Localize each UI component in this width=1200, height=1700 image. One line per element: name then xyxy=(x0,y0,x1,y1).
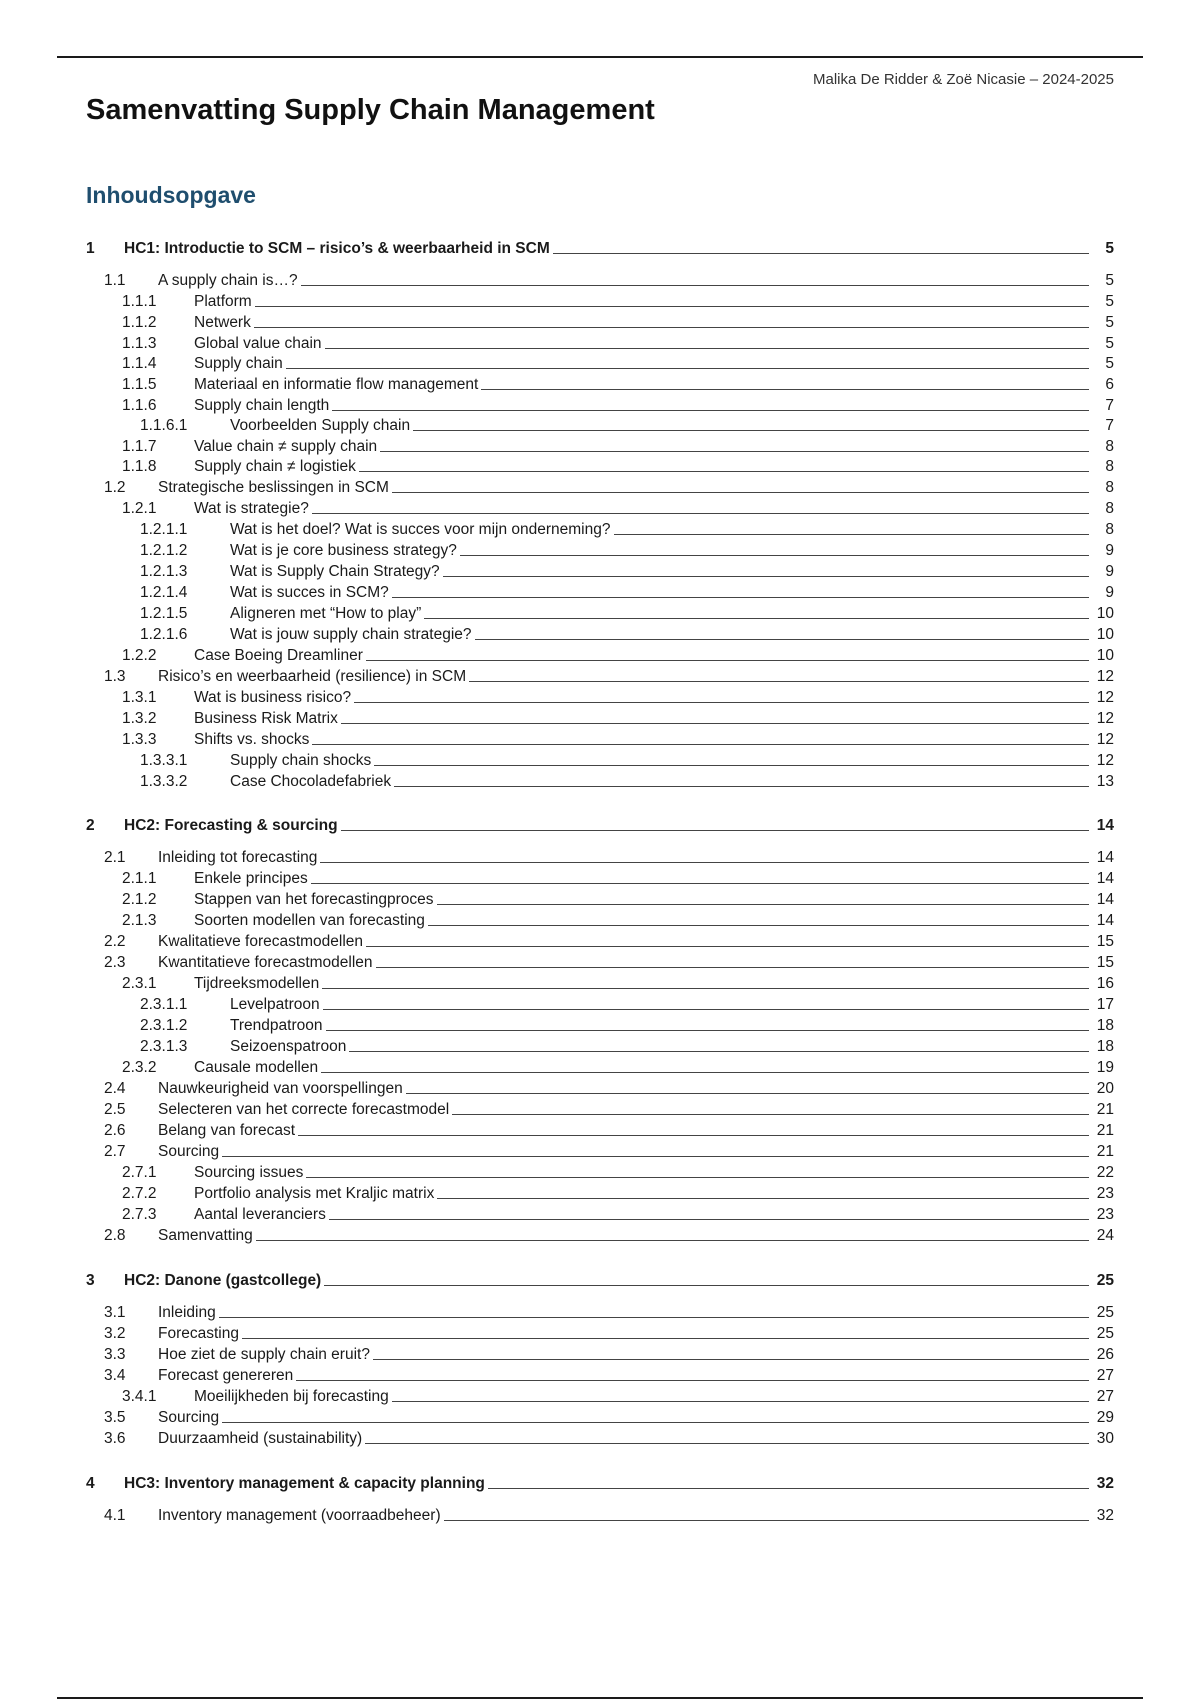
toc-entry[interactable] xyxy=(86,1140,1114,1161)
toc-entry-title: Tijdreeksmodellen xyxy=(194,975,320,992)
toc-entry-number: 3.3 xyxy=(104,1346,126,1363)
toc-entry-page: 30 xyxy=(1096,1430,1114,1447)
toc-entry-page: 12 xyxy=(1096,752,1114,769)
toc-entry[interactable] xyxy=(86,749,1114,770)
toc-entry-page: 27 xyxy=(1096,1388,1114,1405)
toc-heading: Inhoudsopgave xyxy=(86,182,256,208)
toc-entry[interactable] xyxy=(86,1161,1114,1182)
toc-entry-page: 8 xyxy=(1105,438,1114,455)
toc-entry-number: 3.6 xyxy=(104,1430,126,1447)
toc-entry[interactable] xyxy=(86,1182,1114,1203)
toc-dot-leader xyxy=(296,1380,1089,1381)
toc-entry[interactable] xyxy=(86,972,1114,993)
toc-dot-leader xyxy=(394,786,1089,787)
toc-entry[interactable] xyxy=(86,951,1114,972)
toc-dot-leader xyxy=(437,904,1089,905)
toc-entry[interactable] xyxy=(86,1504,1114,1525)
toc-entry-number: 2.1.3 xyxy=(122,912,157,929)
toc-entry-title: Wat is je core business strategy? xyxy=(230,542,457,559)
toc-entry-number: 2.3.2 xyxy=(122,1059,157,1076)
toc-dot-leader xyxy=(254,327,1089,328)
toc-entry[interactable] xyxy=(86,686,1114,707)
toc-entry-page: 16 xyxy=(1096,975,1114,992)
toc-entry[interactable] xyxy=(86,867,1114,888)
toc-dot-leader xyxy=(312,513,1089,514)
toc-entry-page: 12 xyxy=(1096,689,1114,706)
toc-dot-leader xyxy=(326,1030,1090,1031)
toc-entry-title: Wat is Supply Chain Strategy? xyxy=(230,563,440,580)
toc-chapter-entry[interactable] xyxy=(86,237,1114,258)
toc-entry-title: Seizoenspatroon xyxy=(230,1038,347,1055)
toc-entry-number: 1.2 xyxy=(104,479,126,496)
toc-entry-title: Portfolio analysis met Kraljic matrix xyxy=(194,1185,435,1202)
toc-entry-title: HC2: Danone (gastcollege) xyxy=(124,1272,322,1289)
toc-entry-number: 2.1.1 xyxy=(122,870,157,887)
toc-entry-title: Shifts vs. shocks xyxy=(194,731,310,748)
toc-entry-page: 15 xyxy=(1096,933,1114,950)
toc-entry[interactable] xyxy=(86,1427,1114,1448)
toc-dot-leader xyxy=(311,883,1089,884)
toc-entry[interactable] xyxy=(86,1301,1114,1322)
toc-entry[interactable] xyxy=(86,888,1114,909)
toc-entry[interactable] xyxy=(86,455,1114,476)
toc-entry-page: 15 xyxy=(1096,954,1114,971)
toc-dot-leader xyxy=(298,1135,1089,1136)
toc-dot-leader xyxy=(320,862,1089,863)
toc-entry[interactable] xyxy=(86,476,1114,497)
toc-entry[interactable] xyxy=(86,1056,1114,1077)
toc-chapter-entry[interactable] xyxy=(86,1269,1114,1290)
toc-entry-number: 2.1.2 xyxy=(122,891,157,908)
toc-entry-page: 12 xyxy=(1096,710,1114,727)
toc-dot-leader xyxy=(553,253,1089,254)
toc-dot-leader xyxy=(428,925,1089,926)
toc-entry-title: Voorbeelden Supply chain xyxy=(230,417,411,434)
toc-entry-title: Inleiding xyxy=(158,1304,216,1321)
toc-entry[interactable] xyxy=(86,414,1114,435)
toc-entry-page: 5 xyxy=(1105,355,1114,372)
toc-entry-number: 2.3.1 xyxy=(122,975,157,992)
toc-entry-number: 1.1.6 xyxy=(122,397,157,414)
toc-entry-number: 2.7.1 xyxy=(122,1164,157,1181)
toc-entry[interactable] xyxy=(86,1322,1114,1343)
toc-entry-number: 1.2.1.1 xyxy=(140,521,188,538)
toc-entry[interactable] xyxy=(86,373,1114,394)
toc-entry-number: 2.3 xyxy=(104,954,126,971)
toc-entry-page: 9 xyxy=(1105,542,1114,559)
toc-entry-title: Inventory management (voorraadbeheer) xyxy=(158,1507,441,1524)
toc-entry-page: 8 xyxy=(1105,521,1114,538)
toc-entry-page: 21 xyxy=(1096,1143,1114,1160)
toc-dot-leader xyxy=(444,1520,1089,1521)
toc-entry-number: 3.2 xyxy=(104,1325,126,1342)
toc-entry[interactable] xyxy=(86,1119,1114,1140)
toc-entry-number: 1.3.3.1 xyxy=(140,752,188,769)
toc-entry-page: 7 xyxy=(1105,397,1114,414)
toc-entry[interactable] xyxy=(86,290,1114,311)
toc-entry-number: 1.2.2 xyxy=(122,647,157,664)
toc-dot-leader xyxy=(222,1156,1089,1157)
toc-chapter-entry[interactable] xyxy=(86,814,1114,835)
toc-dot-leader xyxy=(374,765,1089,766)
toc-dot-leader xyxy=(242,1338,1089,1339)
toc-entry-page: 23 xyxy=(1096,1206,1114,1223)
toc-entry[interactable] xyxy=(86,311,1114,332)
toc-entry-title: Wat is het doel? Wat is succes voor mijn onderneming? xyxy=(230,521,611,538)
toc-entry-page: 29 xyxy=(1096,1409,1114,1426)
toc-entry-title: Causale modellen xyxy=(194,1059,319,1076)
toc-entry-number: 3.4.1 xyxy=(122,1388,157,1405)
toc-entry-number: 2.2 xyxy=(104,933,126,950)
toc-dot-leader xyxy=(301,285,1089,286)
toc-entry[interactable] xyxy=(86,539,1114,560)
toc-dot-leader xyxy=(255,306,1089,307)
toc-entry[interactable] xyxy=(86,1364,1114,1385)
toc-entry-number: 1.1.7 xyxy=(122,438,157,455)
toc-entry-page: 10 xyxy=(1096,647,1114,664)
toc-entry[interactable] xyxy=(86,1014,1114,1035)
toc-entry-page: 8 xyxy=(1105,479,1114,496)
toc-entry-number: 1.1.5 xyxy=(122,376,157,393)
toc-entry-title: Value chain ≠ supply chain xyxy=(194,438,378,455)
toc-entry-page: 9 xyxy=(1105,563,1114,580)
toc-entry-title: Hoe ziet de supply chain eruit? xyxy=(158,1346,370,1363)
toc-entry-title: Platform xyxy=(194,293,252,310)
toc-dot-leader xyxy=(392,597,1089,598)
toc-entry-page: 18 xyxy=(1096,1038,1114,1055)
toc-entry-number: 2.6 xyxy=(104,1122,126,1139)
toc-entry-number: 1 xyxy=(86,240,95,257)
toc-entry-page: 32 xyxy=(1096,1507,1114,1524)
toc-entry-title: HC1: Introductie to SCM – risico’s & weerbaarheid in SCM xyxy=(124,240,550,257)
toc-entry-number: 1.2.1.2 xyxy=(140,542,188,559)
toc-dot-leader xyxy=(424,618,1089,619)
toc-dot-leader xyxy=(323,1009,1089,1010)
toc-entry-page: 25 xyxy=(1096,1272,1114,1289)
toc-dot-leader xyxy=(452,1114,1089,1115)
toc-dot-leader xyxy=(376,967,1089,968)
toc-entry-number: 1.3.2 xyxy=(122,710,157,727)
toc-entry-title: Sourcing xyxy=(158,1143,220,1160)
toc-entry-title: Netwerk xyxy=(194,314,251,331)
toc-entry-title: Forecast genereren xyxy=(158,1367,294,1384)
toc-entry-title: Supply chain length xyxy=(194,397,330,414)
toc-entry-page: 5 xyxy=(1105,240,1114,257)
header-authors-year: Malika De Ridder & Zoë Nicasie – 2024-2025 xyxy=(813,71,1114,88)
toc-entry-number: 1.1.1 xyxy=(122,293,157,310)
toc-entry-title: A supply chain is…? xyxy=(158,272,298,289)
toc-entry-title: Soorten modellen van forecasting xyxy=(194,912,425,929)
toc-entry[interactable] xyxy=(86,352,1114,373)
toc-entry-title: Forecasting xyxy=(158,1325,239,1342)
toc-entry-page: 14 xyxy=(1096,870,1114,887)
toc-entry[interactable] xyxy=(86,581,1114,602)
toc-entry-number: 2.3.1.2 xyxy=(140,1017,188,1034)
toc-dot-leader xyxy=(366,660,1089,661)
toc-entry-title: Wat is business risico? xyxy=(194,689,352,706)
toc-dot-leader xyxy=(322,988,1089,989)
toc-dot-leader xyxy=(392,1401,1089,1402)
toc-entry-number: 1.1.6.1 xyxy=(140,417,188,434)
toc-entry-number: 1.3.1 xyxy=(122,689,157,706)
toc-entry-page: 5 xyxy=(1105,293,1114,310)
toc-entry-number: 1.2.1.3 xyxy=(140,563,188,580)
toc-entry-title: Wat is jouw supply chain strategie? xyxy=(230,626,472,643)
toc-dot-leader xyxy=(460,555,1089,556)
toc-entry-page: 7 xyxy=(1105,417,1114,434)
toc-entry-page: 8 xyxy=(1105,458,1114,475)
toc-entry-number: 1.1 xyxy=(104,272,126,289)
toc-dot-leader xyxy=(475,639,1089,640)
toc-entry-title: Aantal leveranciers xyxy=(194,1206,326,1223)
toc-entry[interactable] xyxy=(86,394,1114,415)
toc-entry-page: 23 xyxy=(1096,1185,1114,1202)
toc-entry-title: Strategische beslissingen in SCM xyxy=(158,479,389,496)
toc-entry-title: HC2: Forecasting & sourcing xyxy=(124,817,338,834)
toc-entry-page: 27 xyxy=(1096,1367,1114,1384)
toc-entry-number: 3.4 xyxy=(104,1367,126,1384)
toc-entry-page: 32 xyxy=(1096,1475,1114,1492)
toc-dot-leader xyxy=(614,534,1090,535)
toc-entry-page: 21 xyxy=(1096,1101,1114,1118)
toc-dot-leader xyxy=(413,430,1089,431)
toc-entry-number: 1.1.3 xyxy=(122,335,157,352)
toc-entry-title: Supply chain ≠ logistiek xyxy=(194,458,356,475)
toc-dot-leader xyxy=(341,830,1089,831)
toc-entry-page: 12 xyxy=(1096,731,1114,748)
toc-dot-leader xyxy=(324,1285,1089,1286)
toc-entry[interactable] xyxy=(86,497,1114,518)
toc-entry-title: Case Chocoladefabriek xyxy=(230,773,392,790)
toc-entry-number: 3 xyxy=(86,1272,95,1289)
toc-dot-leader xyxy=(256,1240,1089,1241)
toc-entry-title: Wat is strategie? xyxy=(194,500,309,517)
toc-entry-number: 1.3.3.2 xyxy=(140,773,188,790)
toc-entry[interactable] xyxy=(86,1077,1114,1098)
toc-entry-title: Risico’s en weerbaarheid (resilience) in SCM xyxy=(158,668,467,685)
toc-entry-page: 18 xyxy=(1096,1017,1114,1034)
toc-dot-leader xyxy=(392,492,1089,493)
toc-entry-page: 13 xyxy=(1096,773,1114,790)
toc-entry-title: Levelpatroon xyxy=(230,996,320,1013)
toc-entry-number: 1.3 xyxy=(104,668,126,685)
toc-entry[interactable] xyxy=(86,269,1114,290)
toc-dot-leader xyxy=(359,471,1089,472)
toc-entry-page: 26 xyxy=(1096,1346,1114,1363)
toc-entry-page: 10 xyxy=(1096,605,1114,622)
toc-entry[interactable] xyxy=(86,728,1114,749)
toc-entry-page: 5 xyxy=(1105,314,1114,331)
toc-entry-title: HC3: Inventory management & capacity planning xyxy=(124,1475,485,1492)
toc-dot-leader xyxy=(219,1317,1089,1318)
toc-dot-leader xyxy=(312,744,1089,745)
toc-entry-page: 20 xyxy=(1096,1080,1114,1097)
toc-dot-leader xyxy=(349,1051,1089,1052)
toc-entry-number: 2.3.1.3 xyxy=(140,1038,188,1055)
toc-entry-page: 14 xyxy=(1096,891,1114,908)
toc-entry-title: Belang van forecast xyxy=(158,1122,296,1139)
toc-entry-number: 4.1 xyxy=(104,1507,126,1524)
toc-entry-page: 10 xyxy=(1096,626,1114,643)
toc-entry[interactable] xyxy=(86,930,1114,951)
toc-dot-leader xyxy=(321,1072,1089,1073)
toc-entry-number: 1.2.1.5 xyxy=(140,605,188,622)
toc-entry-title: Global value chain xyxy=(194,335,322,352)
toc-entry[interactable] xyxy=(86,1203,1114,1224)
toc-entry-page: 8 xyxy=(1105,500,1114,517)
toc-entry-page: 25 xyxy=(1096,1325,1114,1342)
toc-entry-title: Business Risk Matrix xyxy=(194,710,338,727)
toc-entry-title: Sourcing issues xyxy=(194,1164,304,1181)
toc-dot-leader xyxy=(437,1198,1089,1199)
toc-entry-number: 1.2.1.6 xyxy=(140,626,188,643)
toc-entry-page: 22 xyxy=(1096,1164,1114,1181)
toc-entry-number: 2.7.3 xyxy=(122,1206,157,1223)
toc-dot-leader xyxy=(306,1177,1089,1178)
toc-entry[interactable] xyxy=(86,1406,1114,1427)
toc-entry-page: 24 xyxy=(1096,1227,1114,1244)
toc-entry-number: 1.2.1 xyxy=(122,500,157,517)
toc-entry-number: 4 xyxy=(86,1475,95,1492)
toc-entry-page: 5 xyxy=(1105,272,1114,289)
toc-entry-number: 1.1.4 xyxy=(122,355,157,372)
toc-dot-leader xyxy=(443,576,1089,577)
table-of-contents xyxy=(86,0,1114,1700)
toc-entry-title: Materiaal en informatie flow management xyxy=(194,376,479,393)
toc-entry-page: 5 xyxy=(1105,335,1114,352)
toc-dot-leader xyxy=(341,723,1089,724)
toc-entry-page: 6 xyxy=(1105,376,1114,393)
toc-entry-title: Duurzaamheid (sustainability) xyxy=(158,1430,363,1447)
toc-entry[interactable] xyxy=(86,665,1114,686)
toc-entry-title: Moeilijkheden bij forecasting xyxy=(194,1388,389,1405)
toc-dot-leader xyxy=(329,1219,1089,1220)
toc-entry-number: 2.4 xyxy=(104,1080,126,1097)
toc-entry-number: 1.1.8 xyxy=(122,458,157,475)
toc-entry-title: Selecteren van het correcte forecastmodel xyxy=(158,1101,450,1118)
toc-entry-number: 2 xyxy=(86,817,95,834)
toc-entry-number: 2.7.2 xyxy=(122,1185,157,1202)
toc-entry-page: 9 xyxy=(1105,584,1114,601)
toc-entry-page: 17 xyxy=(1096,996,1114,1013)
toc-dot-leader xyxy=(488,1488,1089,1489)
toc-entry[interactable] xyxy=(86,332,1114,353)
toc-entry[interactable] xyxy=(86,707,1114,728)
toc-dot-leader xyxy=(365,1443,1089,1444)
toc-entry-number: 3.5 xyxy=(104,1409,126,1426)
toc-entry-title: Kwalitatieve forecastmodellen xyxy=(158,933,364,950)
toc-entry-title: Kwantitatieve forecastmodellen xyxy=(158,954,373,971)
toc-dot-leader xyxy=(380,451,1089,452)
toc-dot-leader xyxy=(406,1093,1089,1094)
toc-entry[interactable] xyxy=(86,602,1114,623)
toc-entry-title: Inleiding tot forecasting xyxy=(158,849,318,866)
toc-entry[interactable] xyxy=(86,846,1114,867)
toc-entry-page: 12 xyxy=(1096,668,1114,685)
toc-entry-page: 14 xyxy=(1096,849,1114,866)
toc-entry-title: Aligneren met “How to play” xyxy=(230,605,422,622)
toc-dot-leader xyxy=(366,946,1089,947)
toc-entry-title: Stappen van het forecastingproces xyxy=(194,891,434,908)
toc-entry[interactable] xyxy=(86,909,1114,930)
toc-entry-number: 2.5 xyxy=(104,1101,126,1118)
toc-entry-number: 1.2.1.4 xyxy=(140,584,188,601)
toc-entry-title: Enkele principes xyxy=(194,870,308,887)
toc-dot-leader xyxy=(325,348,1089,349)
toc-dot-leader xyxy=(354,702,1089,703)
toc-entry[interactable] xyxy=(86,1224,1114,1245)
toc-entry-title: Samenvatting xyxy=(158,1227,253,1244)
toc-dot-leader xyxy=(222,1422,1089,1423)
toc-dot-leader xyxy=(469,681,1089,682)
toc-entry[interactable] xyxy=(86,993,1114,1014)
toc-entry-title: Wat is succes in SCM? xyxy=(230,584,389,601)
toc-entry-number: 2.3.1.1 xyxy=(140,996,188,1013)
toc-entry[interactable] xyxy=(86,1343,1114,1364)
toc-entry-title: Supply chain xyxy=(194,355,283,372)
toc-entry-page: 14 xyxy=(1096,912,1114,929)
toc-entry-number: 2.1 xyxy=(104,849,126,866)
toc-entry-title: Supply chain shocks xyxy=(230,752,372,769)
toc-entry-number: 1.1.2 xyxy=(122,314,157,331)
toc-entry-number: 1.3.3 xyxy=(122,731,157,748)
toc-dot-leader xyxy=(286,368,1089,369)
toc-entry[interactable] xyxy=(86,770,1114,791)
toc-entry[interactable] xyxy=(86,518,1114,539)
toc-entry[interactable] xyxy=(86,623,1114,644)
document-title: Samenvatting Supply Chain Management xyxy=(86,94,655,126)
toc-chapter-entry[interactable] xyxy=(86,1472,1114,1493)
toc-entry-number: 2.8 xyxy=(104,1227,126,1244)
toc-dot-leader xyxy=(332,410,1089,411)
toc-entry[interactable] xyxy=(86,560,1114,581)
toc-entry-title: Sourcing xyxy=(158,1409,220,1426)
toc-entry-page: 21 xyxy=(1096,1122,1114,1139)
toc-entry-title: Nauwkeurigheid van voorspellingen xyxy=(158,1080,403,1097)
toc-entry-page: 19 xyxy=(1096,1059,1114,1076)
toc-entry[interactable] xyxy=(86,1098,1114,1119)
toc-entry[interactable] xyxy=(86,1385,1114,1406)
toc-entry-number: 2.7 xyxy=(104,1143,126,1160)
toc-entry-title: Case Boeing Dreamliner xyxy=(194,647,363,664)
toc-entry[interactable] xyxy=(86,435,1114,456)
toc-entry-page: 25 xyxy=(1096,1304,1114,1321)
toc-entry-number: 3.1 xyxy=(104,1304,126,1321)
toc-dot-leader xyxy=(481,389,1089,390)
bottom-rule xyxy=(57,1697,1143,1699)
toc-dot-leader xyxy=(373,1359,1089,1360)
toc-entry[interactable] xyxy=(86,644,1114,665)
toc-entry-page: 14 xyxy=(1096,817,1114,834)
toc-entry-title: Trendpatroon xyxy=(230,1017,323,1034)
toc-entry[interactable] xyxy=(86,1035,1114,1056)
